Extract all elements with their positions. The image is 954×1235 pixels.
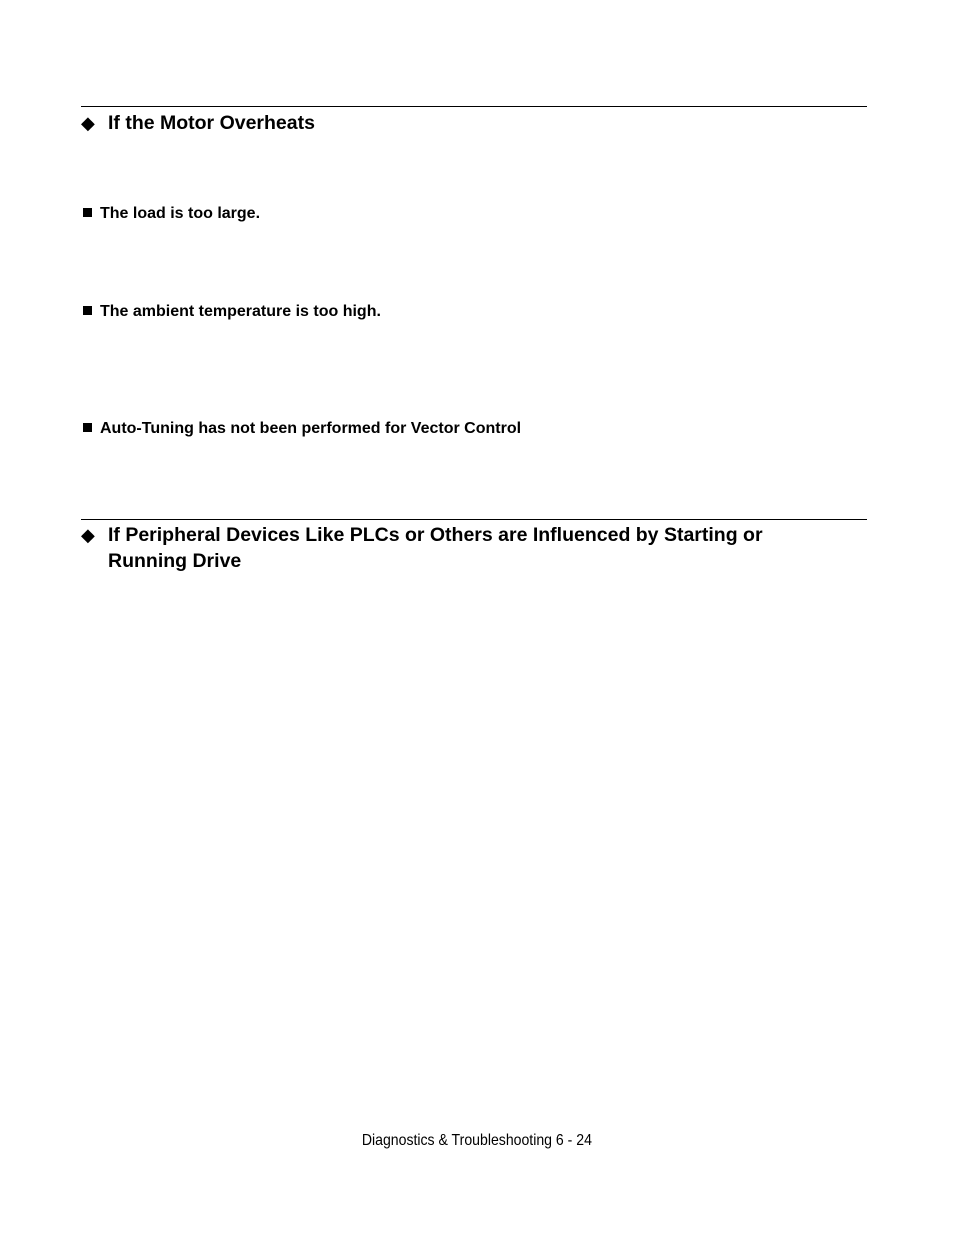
section-title: If the Motor Overheats [108, 112, 315, 134]
section-heading-motor-overheats [81, 110, 841, 136]
cause-ambient-temperature [81, 302, 381, 322]
section-divider-peripheral [81, 519, 867, 520]
cause-load-too-large [81, 204, 260, 224]
square-bullet-icon [83, 208, 92, 217]
page-footer: Diagnostics & Troubleshooting 6 - 24 [361, 1132, 592, 1149]
cause-label: Auto-Tuning has not been performed for Vector Control [100, 420, 522, 437]
diamond-icon: ◆ [81, 525, 95, 545]
section-heading-peripheral-devices [81, 522, 841, 574]
square-bullet-icon [83, 306, 92, 315]
cause-label: The ambient temperature is too high. [100, 303, 381, 320]
square-bullet-icon [83, 423, 92, 432]
section-title: If Peripheral Devices Like PLCs or Others are Influenced by Starting or Running Drive [108, 524, 763, 572]
section-divider-top [81, 106, 867, 107]
cause-label: The load is too large. [100, 205, 261, 222]
diamond-icon: ◆ [81, 113, 95, 133]
cause-auto-tuning [81, 419, 521, 439]
